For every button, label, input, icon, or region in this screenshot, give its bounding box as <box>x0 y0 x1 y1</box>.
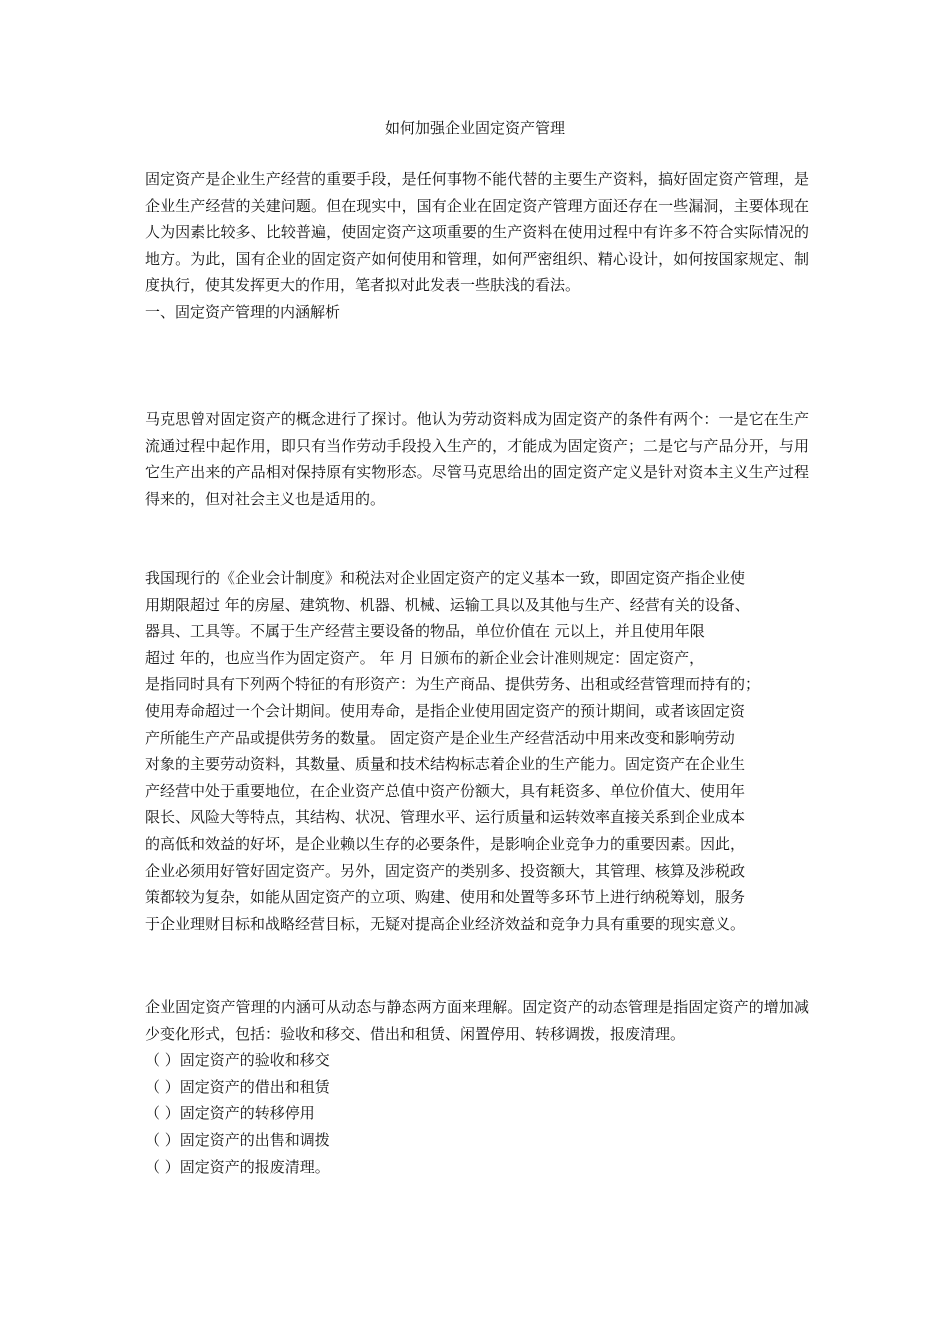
definition-line: 策都较为复杂，如能从固定资产的立项、购建、使用和处置等多环节上进行纳税筹划，服务 <box>145 888 746 907</box>
definition-line: 限长、风险大等特点，其结构、状况、管理水平、运行质量和运转效率直接关系到企业成本 <box>145 808 746 827</box>
definition-line: 企业必须用好管好固定资产。另外，固定资产的类别多、投资额大，其管理、核算及涉税政 <box>145 861 746 880</box>
definition-line: 使用寿命超过一个会计期间。使用寿命，是指企业使用固定资产的预计期间，或者该固定资 <box>145 701 746 720</box>
section-marx <box>145 406 809 512</box>
marx-paragraph: 马克思曾对固定资产的概念进行了探讨。他认为劳动资料成为固定资产的条件有两个：一是它在生产流通过程中起作用，即只有当作劳动手段投入生产的，才能成为固定资产；二是它与产品分开，与用它生产出来的产品相对保持原有实物形态。尽管马克思给出的固定资产定义是针对资本主义生产过程得来的，但对社会主义也是适用的。 <box>145 410 809 508</box>
definition-line: 我国现行的《企业会计制度》和税法对企业固定资产的定义基本一致，即固定资产指企业使 <box>145 569 746 587</box>
dynamic-intro-paragraph: 企业固定资产管理的内涵可从动态与静态两方面来理解。固定资产的动态管理是指固定资产的增加减少变化形式，包括：验收和移交、借出和租赁、闲置停用、转移调拨，报废清理。 <box>145 998 809 1043</box>
intro-paragraph: 固定资产是企业生产经营的重要手段，是任何事物不能代替的主要生产资料，搞好固定资产管理，是企业生产经营的关建问题。但在现实中，国有企业在固定资产管理方面还存在一些漏洞，主要体现在人为因素比较多、比较普遍，使固定资产这项重要的生产资料在使用过程中有许多不符合实际情况的地方。为此，国有企业的固定资产如何使用和管理，如何严密组织、精心设计，如何按国家规定、制度执行，使其发挥更大的作用，笔者拟对此发表一些肤浅的看法。 <box>145 170 809 295</box>
list-item: （ ）固定资产的借出和租赁 <box>145 1077 330 1096</box>
definition-line: 对象的主要劳动资料，其数量、质量和技术结构标志着企业的生产能力。固定资产在企业生 <box>145 755 746 774</box>
definition-line: 产经营中处于重要地位，在企业资产总值中资产份额大，具有耗资多、单位价值大、使用年 <box>145 781 746 800</box>
section-intro <box>145 166 809 326</box>
list-item: （ ）固定资产的验收和移交 <box>145 1051 330 1070</box>
definition-line: 是指同时具有下列两个特征的有形资产：为生产商品、提供劳务、出租或经营管理而持有的； <box>145 675 761 694</box>
list-item: （ ）固定资产的出售和调拨 <box>145 1130 330 1149</box>
section-heading: 一、固定资产管理的内涵解析 <box>145 302 341 321</box>
definition-line: 用期限超过 年的房屋、建筑物、机器、机械、运输工具以及其他与生产、经营有关的设备、 <box>145 595 750 614</box>
list-item: （ ）固定资产的转移停用 <box>145 1104 315 1123</box>
list-item: （ ）固定资产的报废清理。 <box>145 1157 330 1176</box>
section-dynamic-management <box>145 994 809 1180</box>
definition-line: 超过 年的，也应当作为固定资产。 年 月 日颁布的新企业会计准则规定：固定资产， <box>145 648 705 667</box>
definition-line: 于企业理财目标和战略经营目标，无疑对提高企业经济效益和竞争力具有重要的现实意义。 <box>145 914 746 933</box>
definition-line: 产所能生产产品或提供劳务的数量。 固定资产是企业生产经营活动中用来改变和影响劳动 <box>145 728 735 747</box>
section-definition <box>145 565 809 937</box>
document-title: 如何加强企业固定资产管理 <box>384 119 565 137</box>
definition-line: 器具、工具等。不属于生产经营主要设备的物品，单位价值在 元以上，并且使用年限 <box>145 622 705 641</box>
definition-line: 的高低和效益的好坏，是企业赖以生存的必要条件，是影响企业竞争力的重要因素。因此， <box>145 834 746 853</box>
